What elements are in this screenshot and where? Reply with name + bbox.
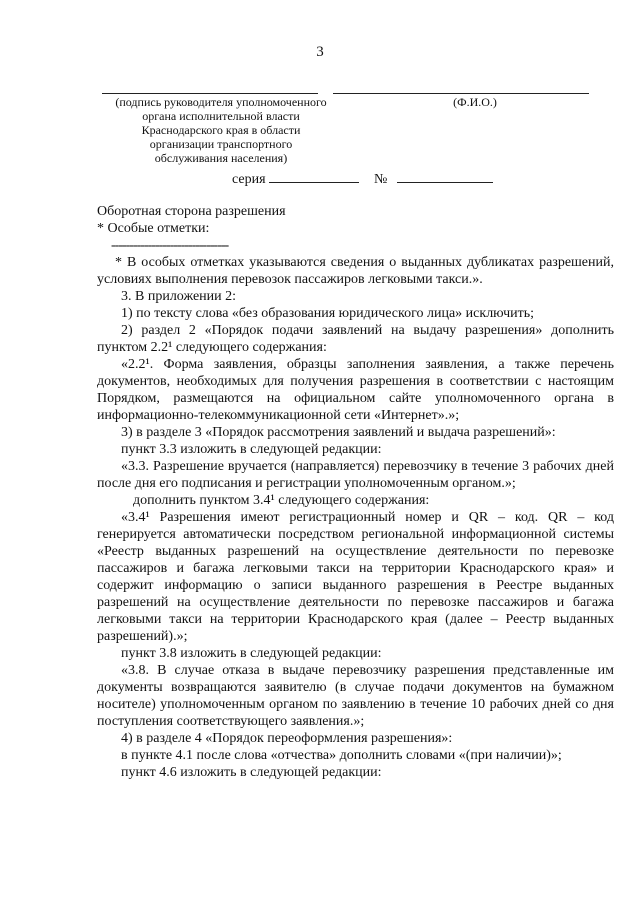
number-label: № [374, 172, 388, 187]
signature-caption-line: Краснодарского края в области [141, 123, 301, 137]
paragraph: 3) в разделе 3 «Порядок рассмотрения заявлений и выдача разрешений»: [121, 425, 556, 440]
name-line [333, 93, 589, 94]
dash-separator: -------------------------------- [111, 238, 229, 253]
number-blank [397, 170, 493, 183]
series-label: серия [232, 172, 266, 187]
paragraph: дополнить пунктом 3.4¹ следующего содержания: [133, 493, 430, 508]
paragraph: 2) раздел 2 «Порядок подачи заявлений на выдачу разрешения» дополнить пунктом 2.2¹ следующего содержания: [97, 323, 614, 355]
special-notes-heading: * Особые отметки: [97, 221, 210, 236]
signature-line [102, 93, 318, 94]
paragraph: 1) по тексту слова «без образования юридического лица» исключить; [121, 306, 535, 321]
signature-caption [96, 95, 346, 165]
paragraph: в пункте 4.1 после слова «отчества» дополнить словами «(при наличии)»; [121, 748, 562, 763]
back-side-heading: Оборотная сторона разрешения [97, 204, 286, 219]
signature-caption-line: обслуживания населения) [154, 151, 288, 165]
paragraph: 3. В приложении 2: [121, 289, 237, 304]
series-blank [269, 170, 359, 183]
series-number-row [232, 170, 493, 189]
paragraph: «3.8. В случае отказа в выдаче перевозчику разрешения представленные им документы возвращаются заявителю (в случае подачи документов на бумажном носителе) уполномоченным органом по заявлению в течение 10 рабочих дней со дня поступления соответствующего заявления.»; [97, 663, 614, 729]
signature-caption-line: организации транспортного [149, 137, 293, 151]
signature-caption-line: (подпись руководителя уполномоченного [115, 95, 327, 109]
paragraph: пункт 3.3 изложить в следующей редакции: [121, 442, 382, 457]
paragraph: 4) в разделе 4 «Порядок переоформления разрешения»: [121, 731, 453, 746]
name-caption: (Ф.И.О.) [453, 95, 497, 109]
document-body [97, 203, 614, 781]
paragraph: «2.2¹. Форма заявления, образцы заполнения заявления, а также перечень документов, необходимых для получения разрешения в соответствии с настоящим Порядком, размещаются на официальном сайте уполномоченного органа в информационно-телекоммуникационной сети «Интернет».»; [97, 357, 614, 423]
paragraph: пункт 4.6 изложить в следующей редакции: [121, 765, 382, 780]
page-number: 3 [316, 44, 324, 60]
paragraph: «3.4¹ Разрешения имеют регистрационный номер и QR – код. QR – код генерируется автоматически посредством региональной информационной системы «Реестр выданных разрешений на осуществление деятельности по перевозке пассажиров и багажа легковыми такси на территории Краснодарского края» и содержит информацию о записи выданного разрешения в Реестре выданных разрешений на осуществление деятельности по перевозке пассажиров и багажа легковыми такси на территории Краснодарского края (далее – Реестр выданных разрешений).»; [97, 510, 614, 644]
paragraph: «3.3. Разрешение вручается (направляется) перевозчику в течение 3 рабочих дней после дня его подписания и регистрации уполномоченным органом.»; [97, 459, 614, 491]
paragraph: пункт 3.8 изложить в следующей редакции: [121, 646, 382, 661]
signature-caption-line: органа исполнительной власти [142, 109, 300, 123]
paragraph: * В особых отметках указываются сведения о выданных дубликатах разрешений, условиях выполнения перевозок пассажиров легковыми такси.». [97, 255, 614, 287]
